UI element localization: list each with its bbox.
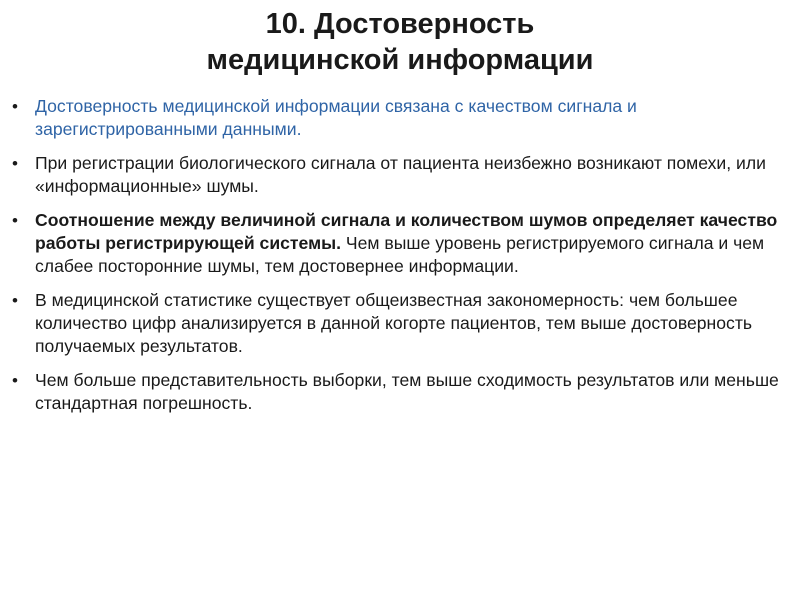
title-line-2: медицинской информации xyxy=(206,44,594,76)
title-line-1: 10. Достоверность xyxy=(265,8,535,40)
bullet-list xyxy=(12,95,787,426)
bullet-text: При регистрации биологического сигнала от пациента неизбежно возникают помехи, или «информационные» шумы. xyxy=(35,153,766,196)
slide-title xyxy=(0,6,800,78)
bullet-item xyxy=(12,152,787,198)
bullet-dot-icon: • xyxy=(12,211,18,230)
bullet-item xyxy=(12,209,787,278)
bullet-item xyxy=(12,95,787,141)
bullet-bold-text: Соотношение между величиной сигнала и количеством шумов определяет качество работы регистрирующей системы. xyxy=(35,210,778,253)
bullet-item xyxy=(12,289,787,358)
bullet-text: Достоверность медицинской информации связана с качеством сигнала и зарегистрированными данными. xyxy=(35,96,637,139)
bullet-dot-icon: • xyxy=(12,154,18,173)
bullet-dot-icon: • xyxy=(12,97,18,116)
bullet-text: В медицинской статистике существует общеизвестная закономерность: чем большее количество цифр анализируется в данной когорте пациентов, тем выше достоверность получаемых результатов. xyxy=(35,290,753,356)
bullet-dot-icon: • xyxy=(12,371,18,390)
bullet-dot-icon: • xyxy=(12,291,18,310)
bullet-text: Чем выше уровень регистрируемого сигнала и чем слабее посторонние шумы, тем достовернее информации. xyxy=(35,233,765,276)
bullet-item xyxy=(12,369,787,415)
bullet-text: Чем больше представительность выборки, тем выше сходимость результатов или меньше стандартная погрешность. xyxy=(35,370,779,413)
